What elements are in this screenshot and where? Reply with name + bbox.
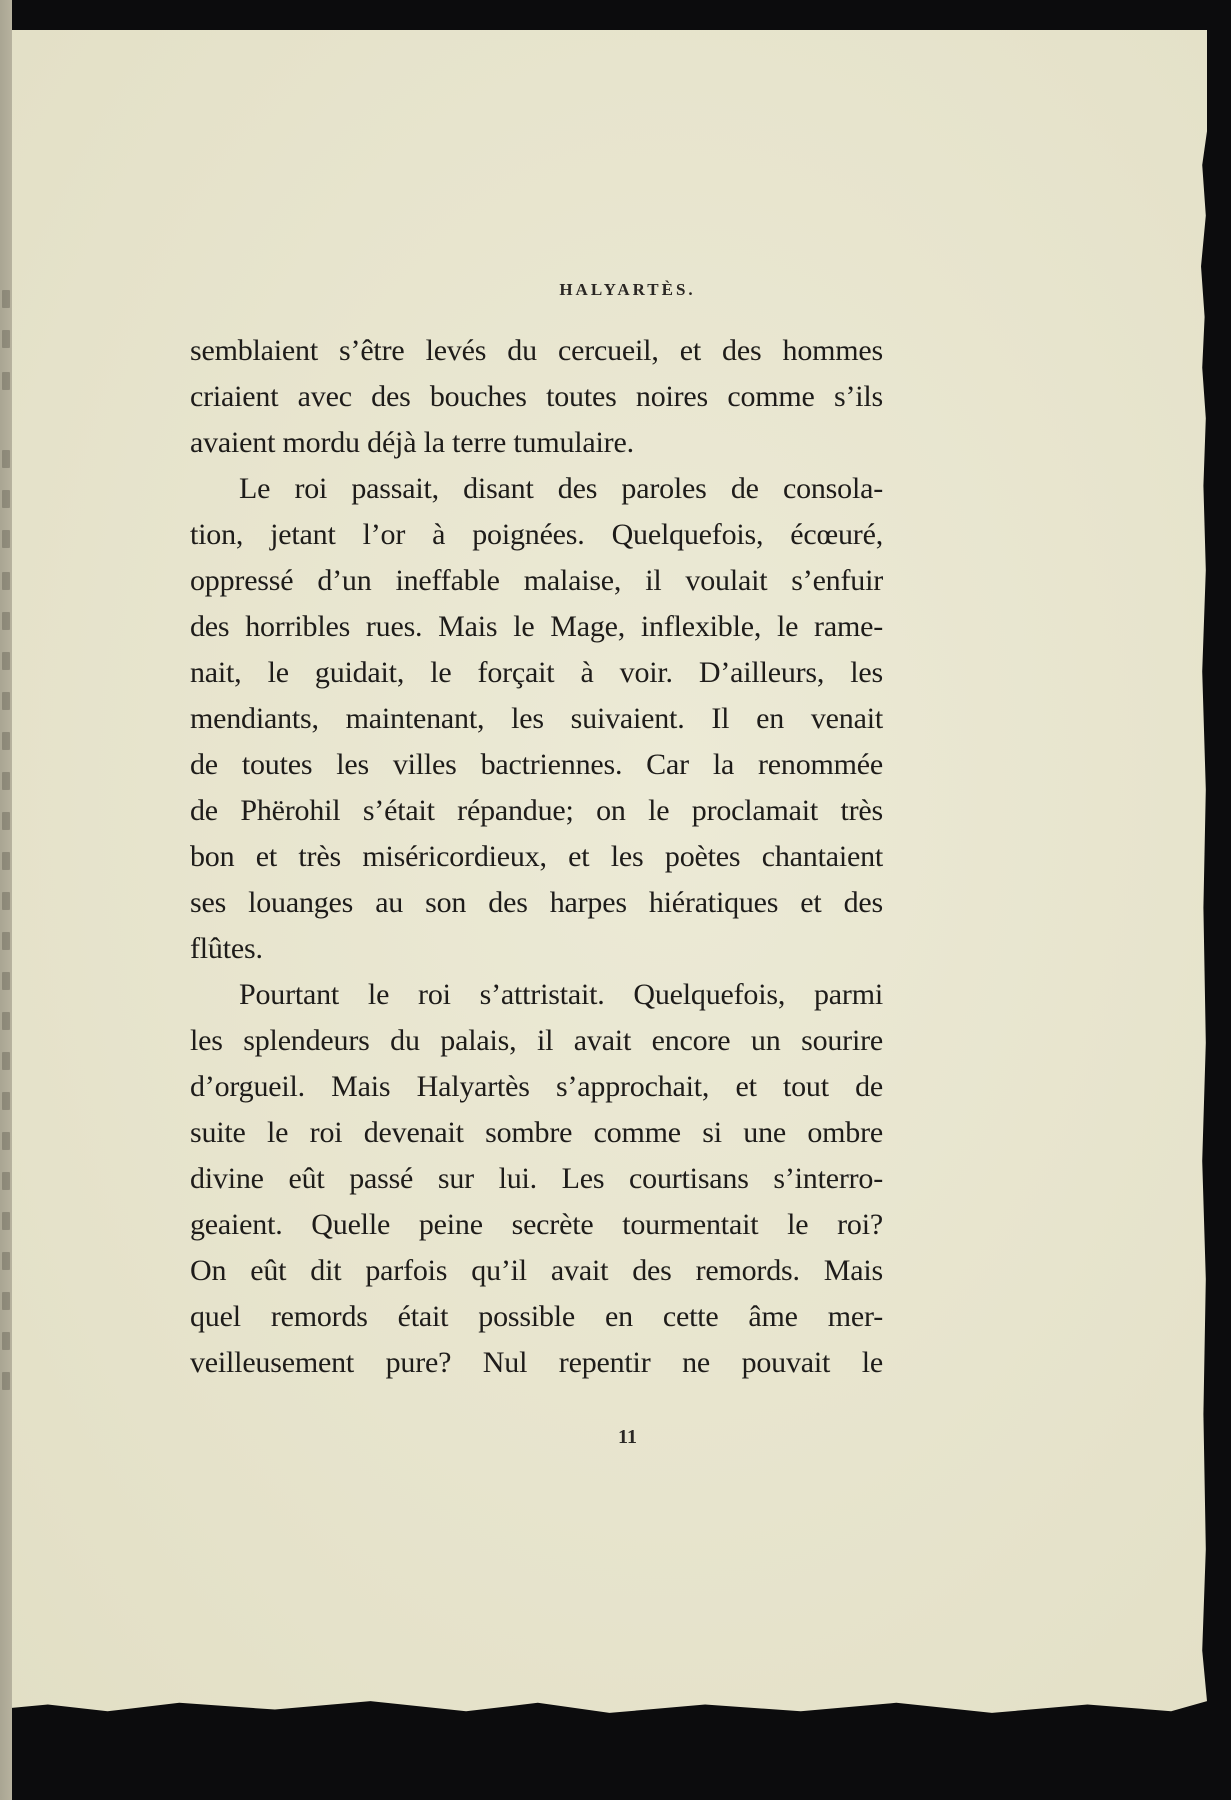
adjacent-page-edge [0, 0, 12, 1800]
bleed-through-mark [2, 812, 10, 830]
text-line: suite le roi devenait sombre comme si une ombre [190, 1116, 883, 1149]
text-line: semblaient s’être levés du cercueil, et des hommes [190, 334, 883, 367]
bleed-through-mark [2, 852, 10, 870]
bleed-through-mark [2, 732, 10, 750]
text-line: quel remords était possible en cette âme mer- [190, 1300, 883, 1333]
paragraph [190, 328, 883, 466]
running-head: HALYARTÈS. [559, 280, 696, 299]
bleed-through-mark [2, 932, 10, 950]
bleed-through-mark [2, 1252, 10, 1270]
bleed-through-mark [2, 330, 10, 348]
text-line: bon et très miséricordieux, et les poètes chantaient [190, 840, 883, 873]
text-line: d’orgueil. Mais Halyartès s’approchait, et tout de [190, 1070, 883, 1103]
bleed-through-mark [2, 1332, 10, 1350]
bleed-through-mark [2, 450, 10, 468]
bleed-through-mark [2, 652, 10, 670]
bleed-through-mark [2, 972, 10, 990]
bleed-through-mark [2, 1132, 10, 1150]
paragraph [190, 972, 883, 1386]
bleed-through-mark [2, 1212, 10, 1230]
text-line: avaient mordu déjà la terre tumulaire. [190, 426, 634, 459]
text-line: divine eût passé sur lui. Les courtisans s’interro- [190, 1162, 883, 1195]
text-line: Le roi passait, disant des paroles de consola- [239, 472, 883, 505]
text-line: tion, jetant l’or à poignées. Quelquefois, écœuré, [190, 518, 883, 551]
bleed-through-mark [2, 490, 10, 508]
bleed-through-mark [2, 1372, 10, 1390]
text-line: nait, le guidait, le forçait à voir. D’ailleurs, les [190, 656, 883, 689]
text-line: mendiants, maintenant, les suivaient. Il en venait [190, 702, 883, 735]
text-line: de Phërohil s’était répandue; on le proclamait très [190, 794, 883, 827]
text-line: ses louanges au son des harpes hiératiques et des [190, 886, 883, 919]
paragraph [190, 466, 883, 972]
bleed-through-mark [2, 1172, 10, 1190]
text-line: les splendeurs du palais, il avait encore un sourire [190, 1024, 883, 1057]
bleed-through-mark [2, 1092, 10, 1110]
text-line: geaient. Quelle peine secrète tourmentait le roi? [190, 1208, 883, 1241]
text-line: flûtes. [190, 932, 263, 965]
text-line: oppressé d’un ineffable malaise, il voulait s’enfuir [190, 564, 883, 597]
bleed-through-mark [2, 772, 10, 790]
bleed-through-mark [2, 1052, 10, 1070]
body-text [190, 328, 883, 1386]
bleed-through-mark [2, 572, 10, 590]
bleed-through-mark [2, 1292, 10, 1310]
bleed-through-mark [2, 692, 10, 710]
text-line: On eût dit parfois qu’il avait des remords. Mais [190, 1254, 883, 1287]
text-line: criaient avec des bouches toutes noires comme s’ils [190, 380, 883, 413]
text-line: Pourtant le roi s’attristait. Quelquefois, parmi [239, 978, 883, 1011]
bleed-through-mark [2, 530, 10, 548]
bleed-through-mark [2, 372, 10, 390]
bleed-through-mark [2, 612, 10, 630]
text-line: des horribles rues. Mais le Mage, inflexible, le rame- [190, 610, 883, 643]
bleed-through-mark [2, 1012, 10, 1030]
text-line: veilleusement pure? Nul repentir ne pouvait le [190, 1346, 883, 1379]
bleed-through-mark [2, 892, 10, 910]
page-number: 11 [618, 1426, 637, 1448]
text-line: de toutes les villes bactriennes. Car la renommée [190, 748, 883, 781]
